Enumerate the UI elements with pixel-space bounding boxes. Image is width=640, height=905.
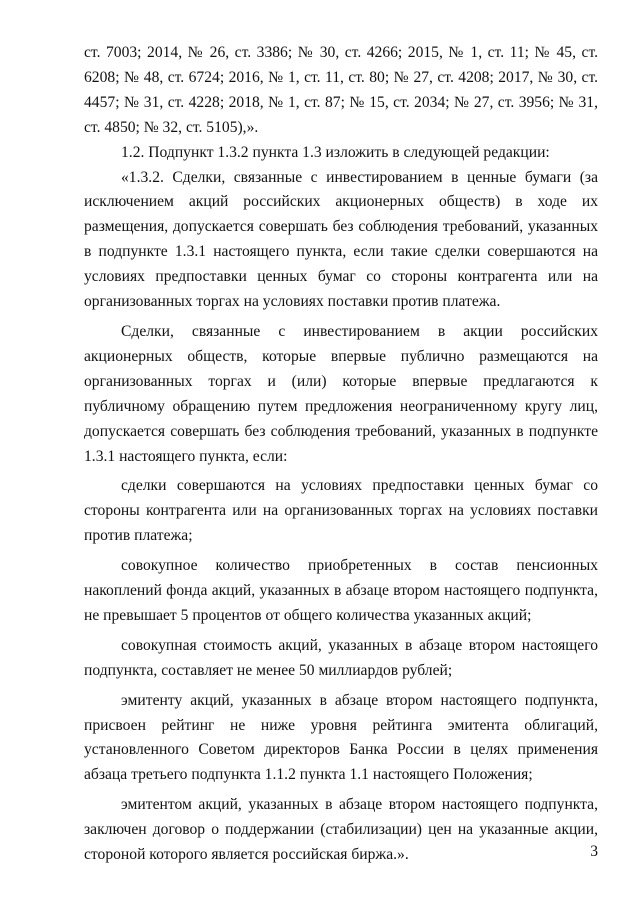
paragraph-condition-quantity: совокупное количество приобретенных в состав пенсионных накоплений фонда акций, указанных в абзаце втором настоящего подпункта, не превышает 5 процентов от общего количества указанных акций; [84, 557, 598, 624]
page-number: 3 [590, 843, 598, 860]
paragraph-condition-preposting: сделки совершаются на условиях предпоставки ценных бумаг со стороны контрагента или на организованных торгах на условиях поставки против платежа; [84, 477, 598, 545]
paragraph-russian-shares-deals: Сделки, связанные с инвестированием в акции российских акционерных обществ, которые впервые публично размещаются на организованных торгах и (или) которые впервые предлагаются к публичному обращению путем предложения неограниченному кругу лиц, допускается совершать без соблюдения требований, указанных в подпункте 1.3.1 настоящего пункта, если: [84, 322, 598, 465]
document-body [84, 41, 598, 868]
paragraph-condition-value: совокупная стоимость акций, указанных в абзаце втором настоящего подпункта, составляет не менее 50 миллиардов рублей; [84, 636, 598, 679]
paragraph-item-1-2: 1.2. Подпункт 1.3.2 пункта 1.3 изложить в следующей редакции: [121, 143, 550, 161]
paragraph-condition-stabilization: эмитентом акций, указанных в абзаце втором настоящего подпункта, заключен договор о поддержании (стабилизации) цен на указанные акции, стороной которого является российская биржа.». [84, 796, 598, 864]
paragraph-subitem-1-3-2: «1.3.2. Сделки, связанные с инвестированием в ценные бумаги (за исключением акций российских акционерных обществ) в ходе их размещения, допускается совершать без соблюдения требований, указанных в подпункте 1.3.1 настоящего пункта, если такие сделки совершаются на условиях предпоставки ценных бумаг со стороны контрагента или на организованных торгах на условиях поставки против платежа. [84, 168, 598, 311]
paragraph-legal-references: ст. 7003; 2014, № 26, ст. 3386; № 30, ст. 4266; 2015, № 1, ст. 11; № 45, ст. 6208; № 48, ст. 6724; 2016, № 1, ст. 11, ст. 80; № 27, ст. 4208; 2017, № 30, ст. 4457; № 31, ст. 4228; 2018, № 1, ст. 87; № 15, ст. 2034; № 27, ст. 3956; № 31, ст. 4850; № 32, ст. 5105),». [84, 44, 598, 136]
paragraph-condition-rating: эмитенту акций, указанных в абзаце втором настоящего подпункта, присвоен рейтинг не ниже уровня рейтинга эмитента облигаций, установленного Советом директоров Банка России в целях применения абзаца третьего подпункта 1.1.2 пункта 1.1 настоящего Положения; [84, 691, 598, 784]
